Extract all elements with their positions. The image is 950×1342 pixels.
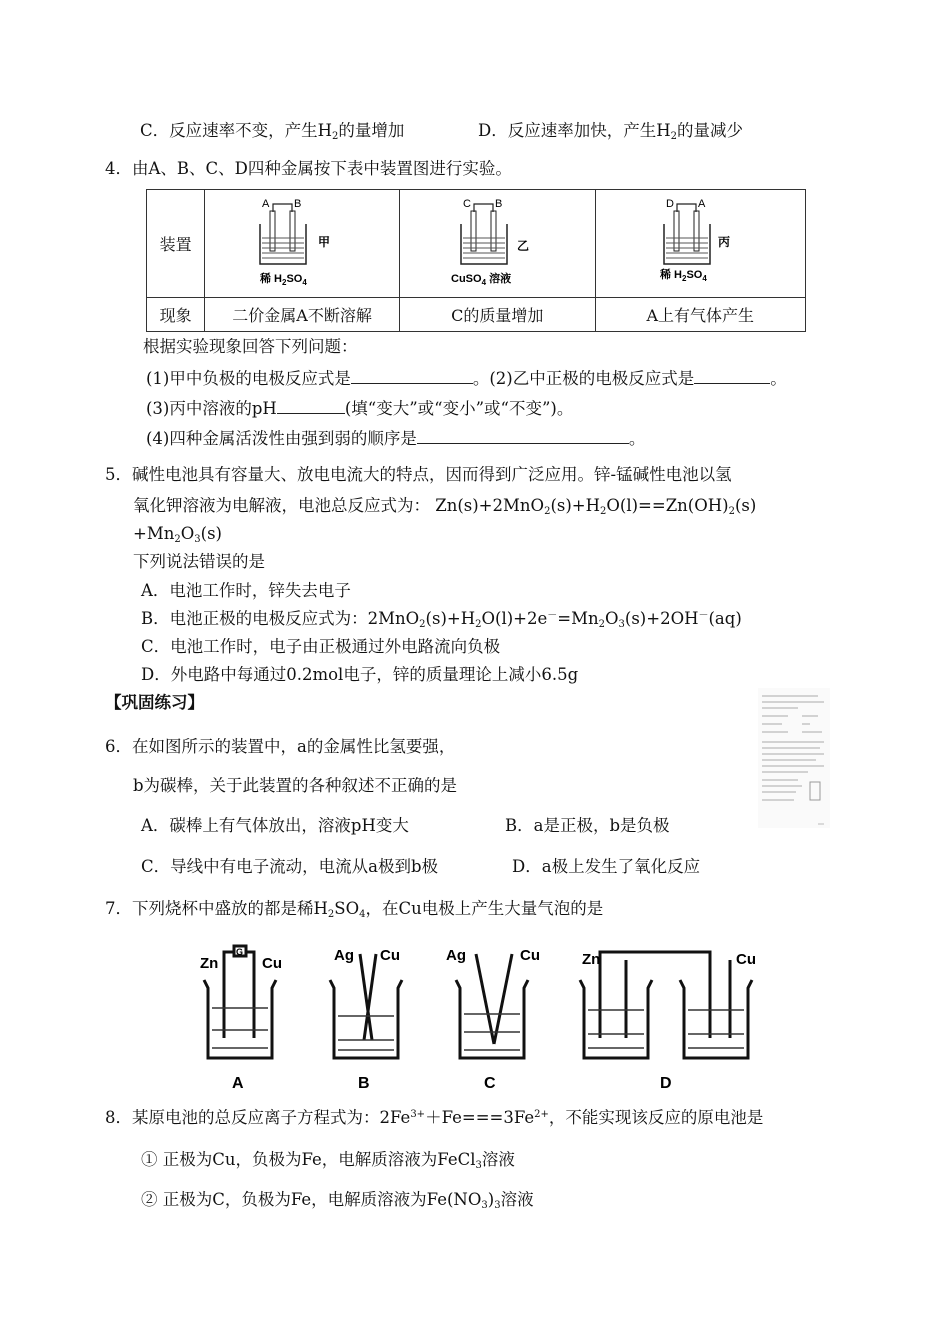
svg-text:D: D: [660, 1075, 672, 1092]
row-label-device: 装置: [147, 190, 205, 298]
phenomenon-jia: 二价金属A不断溶解: [205, 298, 400, 332]
svg-text:Cu: Cu: [520, 947, 540, 964]
svg-text:G: G: [236, 947, 244, 957]
q6-option-c: C．导线中有电子流动，电流从a极到b极: [141, 857, 439, 876]
q5-line3: $+Mn_2O_3(s)$: [133, 524, 222, 545]
svg-text:稀 H2SO4: 稀 $H_2SO_4$: [260, 272, 307, 287]
thumbnail-image: [758, 688, 830, 828]
svg-text:乙: 乙: [517, 238, 530, 253]
svg-text:A: A: [262, 197, 270, 210]
beaker-yi-diagram: [437, 194, 557, 290]
answer-blank[interactable]: [417, 429, 629, 444]
phenomenon-bing: A上有气体产生: [595, 298, 805, 332]
q4-intro: 根据实验现象回答下列问题：: [143, 337, 358, 356]
q3-option-c: C．反应速率不变，产生$H_2$的量增加: [140, 121, 405, 142]
q4-stem: 4．由A、B、C、D四种金属按下表中装置图进行实验。: [105, 159, 512, 178]
q4-sub-1-2: (1)甲中负极的电极反应式是 。(2)乙中正极的电极反应式是 。: [146, 369, 787, 388]
svg-text:A: A: [698, 197, 706, 210]
svg-text:A: A: [232, 1075, 244, 1092]
svg-text:Zn: Zn: [582, 951, 601, 968]
q5-option-a: A．电池工作时，锌失去电子: [141, 581, 351, 600]
q5-option-d: D．外电路中每通过0.2mol电子，锌的质量理论上减小6.5g: [141, 665, 579, 684]
svg-text:Ag: Ag: [446, 947, 466, 964]
q6-option-a: A．碳棒上有气体放出，溶液pH变大: [141, 816, 409, 835]
q4-experiment-table: [146, 189, 806, 332]
q5-option-c: C．电池工作时，电子由正极通过外电路流向负极: [141, 637, 501, 656]
q5-ask: 下列说法错误的是: [133, 552, 265, 571]
svg-text:B: B: [495, 197, 503, 210]
answer-blank[interactable]: [351, 369, 473, 384]
device-jia: [205, 190, 400, 298]
q8-stem: 8．某原电池的总反应离子方程式为：$2Fe^{3+}+Fe===3Fe^{2+}$，不能实现该反应的原电池是: [105, 1108, 764, 1127]
device-bing: [595, 190, 805, 298]
q6-line1: 6．在如图所示的装置中，a的金属性比氢要强，: [105, 737, 456, 756]
svg-text:丙: 丙: [718, 234, 731, 249]
answer-blank[interactable]: [277, 399, 345, 414]
q8-option-1: ① 正极为Cu，负极为Fe，电解质溶液为FeCl$_3$溶液: [141, 1150, 515, 1171]
answer-blank[interactable]: [694, 369, 770, 384]
svg-text:C: C: [484, 1075, 496, 1092]
q4-sub-4: (4)四种金属活泼性由强到弱的顺序是 。: [146, 429, 646, 448]
section-heading: 【巩固练习】: [105, 693, 204, 712]
svg-text:Cu: Cu: [262, 955, 282, 972]
svg-text:稀 H2SO4: 稀 $H_2SO_4$: [660, 268, 708, 283]
svg-text:Cu: Cu: [736, 951, 756, 968]
svg-text:Cu: Cu: [380, 947, 400, 964]
q4-sub-3: (3)丙中溶液的pH (填“变大”或“变小”或“不变”)。: [146, 399, 574, 418]
svg-text:甲: 甲: [318, 234, 331, 249]
svg-text:C: C: [463, 197, 472, 210]
svg-text:B: B: [294, 197, 302, 210]
beaker-jia-diagram: [242, 194, 362, 290]
q5-line1: 5．碱性电池具有容量大、放电电流大的特点，因而得到广泛应用。锌-锰碱性电池以氢: [105, 465, 732, 484]
q7-beakers-diagram: [190, 940, 790, 1100]
q5-option-b: B．电池正极的电极反应式为：$2MnO_2(s)+H_2O(l)+2e^-=Mn_2O_3(s)+2OH^-(aq)$: [141, 609, 742, 630]
q6-option-b: B．a是正极，b是负极: [505, 816, 670, 835]
svg-text:Ag: Ag: [334, 947, 354, 964]
q6-line2: b为碳棒，关于此装置的各种叙述不正确的是: [133, 776, 458, 795]
phenomenon-yi: C的质量增加: [399, 298, 595, 332]
row-label-phenomenon: 现象: [147, 298, 205, 332]
q7-stem: 7．下列烧杯中盛放的都是稀$H_2SO_4$，在Cu电极上产生大量气泡的是: [105, 899, 604, 920]
q3-option-d: D．反应速率加快，产生$H_2$的量减少: [478, 121, 743, 142]
svg-text:Zn: Zn: [200, 955, 219, 972]
q5-line2: 氧化钾溶液为电解液，电池总反应式为： $Zn(s)+2MnO_2(s)+H_2O(l)==Zn(OH)_2(s)$: [133, 496, 757, 517]
device-yi: [399, 190, 595, 298]
svg-text:D: D: [666, 197, 675, 210]
q6-option-d: D．a极上发生了氧化反应: [512, 857, 701, 876]
svg-text:CuSO4 溶液: CuSO$_4$ 溶液: [451, 272, 512, 287]
svg-text:B: B: [358, 1075, 370, 1092]
beaker-bing-diagram: [640, 194, 760, 290]
q8-option-2: ② 正极为C，负极为Fe，电解质溶液为$Fe(NO_3)_3$溶液: [141, 1190, 534, 1211]
